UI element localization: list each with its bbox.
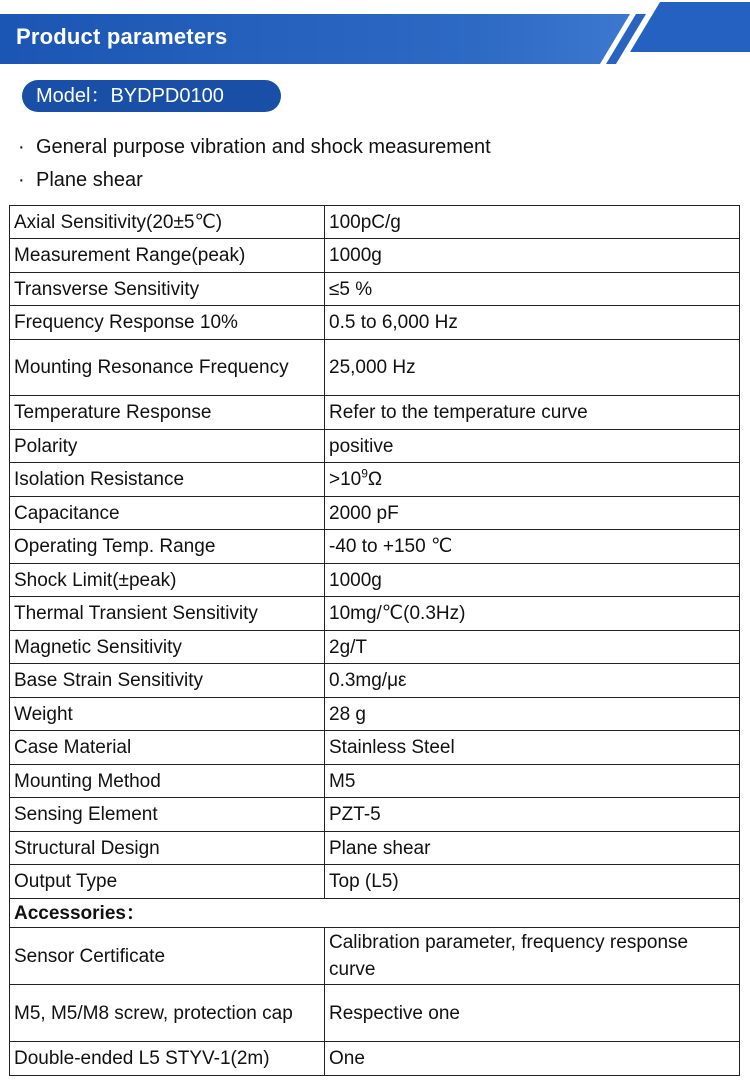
- spec-label: Isolation Resistance: [10, 463, 325, 497]
- accessory-label: Double-ended L5 STYV-1(2m): [10, 1042, 325, 1076]
- accessory-value: One: [325, 1042, 740, 1076]
- spec-label: Case Material: [10, 731, 325, 765]
- table-row: [10, 306, 740, 340]
- table-row: [10, 530, 740, 564]
- spec-value: positive: [325, 430, 740, 463]
- spec-value: 0.5 to 6,000 Hz: [325, 306, 740, 340]
- table-row: [10, 239, 740, 273]
- spec-value: 25,000 Hz: [325, 340, 740, 396]
- feature-list: [18, 134, 491, 200]
- spec-label: Frequency Response 10%: [10, 306, 325, 340]
- spec-value: 1000g: [325, 239, 740, 273]
- table-row: [10, 698, 740, 731]
- spec-value: 10mg/℃(0.3Hz): [325, 597, 740, 631]
- spec-value: 100pC/g: [325, 206, 740, 239]
- table-row: [10, 597, 740, 631]
- table-row: [10, 832, 740, 865]
- bullet-icon: ·: [18, 136, 25, 158]
- table-row: [10, 731, 740, 765]
- accessory-value: Respective one: [325, 985, 740, 1042]
- table-row: [10, 273, 740, 306]
- spec-value: [325, 463, 740, 497]
- spec-label: Output Type: [10, 865, 325, 899]
- table-row: [10, 564, 740, 597]
- spec-value: M5: [325, 765, 740, 798]
- spec-label: Polarity: [10, 430, 325, 463]
- table-row: [10, 985, 740, 1042]
- table-row: [10, 664, 740, 698]
- spec-value: 28 g: [325, 698, 740, 731]
- accessories-header-row: [10, 899, 740, 928]
- spec-label: Sensing Element: [10, 798, 325, 832]
- spec-label: Capacitance: [10, 497, 325, 530]
- header-banner: [0, 0, 750, 64]
- table-row: [10, 631, 740, 664]
- spec-label: Transverse Sensitivity: [10, 273, 325, 306]
- spec-value: PZT-5: [325, 798, 740, 832]
- list-item: [18, 134, 491, 167]
- table-row: [10, 396, 740, 430]
- bullet-icon: ·: [18, 169, 25, 191]
- table-row: [10, 463, 740, 497]
- spec-label: Structural Design: [10, 832, 325, 865]
- table-row: [10, 928, 740, 985]
- table-row: [10, 206, 740, 239]
- spec-value: -40 to +150 ℃: [325, 530, 740, 564]
- spec-value: Stainless Steel: [325, 731, 740, 765]
- spec-value: Top (L5): [325, 865, 740, 899]
- spec-label: Operating Temp. Range: [10, 530, 325, 564]
- spec-label: Temperature Response: [10, 396, 325, 430]
- model-badge: Model：BYDPD0100: [22, 80, 281, 112]
- list-item: [18, 167, 491, 200]
- spec-label: Thermal Transient Sensitivity: [10, 597, 325, 631]
- spec-value: 0.3mg/με: [325, 664, 740, 698]
- spec-label: Axial Sensitivity(20±5℃): [10, 206, 325, 239]
- value-base: >10: [329, 469, 362, 490]
- spec-label: Weight: [10, 698, 325, 731]
- accessory-label: Sensor Certificate: [10, 928, 325, 985]
- table-row: [10, 798, 740, 832]
- spec-value: ≤5 %: [325, 273, 740, 306]
- feature-text: General purpose vibration and shock measurement: [36, 136, 491, 158]
- accessory-value: Calibration parameter, frequency response curve: [325, 928, 740, 985]
- spec-label: Base Strain Sensitivity: [10, 664, 325, 698]
- page-title: Product parameters: [16, 24, 228, 49]
- table-row: [10, 1042, 740, 1076]
- spec-value: 2000 pF: [325, 497, 740, 530]
- accessories-heading: Accessories：: [10, 899, 740, 928]
- table-row: [10, 765, 740, 798]
- accessory-label: M5, M5/M8 screw, protection cap: [10, 985, 325, 1042]
- spec-label: Mounting Method: [10, 765, 325, 798]
- spec-value: 2g/T: [325, 631, 740, 664]
- spec-value: Refer to the temperature curve: [325, 396, 740, 430]
- spec-label: Magnetic Sensitivity: [10, 631, 325, 664]
- spec-label: Measurement Range(peak): [10, 239, 325, 273]
- spec-value: Plane shear: [325, 832, 740, 865]
- table-row: [10, 865, 740, 899]
- feature-text: Plane shear: [36, 169, 143, 191]
- spec-label: Shock Limit(±peak): [10, 564, 325, 597]
- table-row: [10, 340, 740, 396]
- spec-value: 1000g: [325, 564, 740, 597]
- table-row: [10, 430, 740, 463]
- value-unit: Ω: [367, 469, 383, 490]
- table-row: [10, 497, 740, 530]
- spec-label: Mounting Resonance Frequency: [10, 340, 325, 396]
- value-exponent: 9: [361, 466, 368, 481]
- spec-table: [9, 205, 740, 1076]
